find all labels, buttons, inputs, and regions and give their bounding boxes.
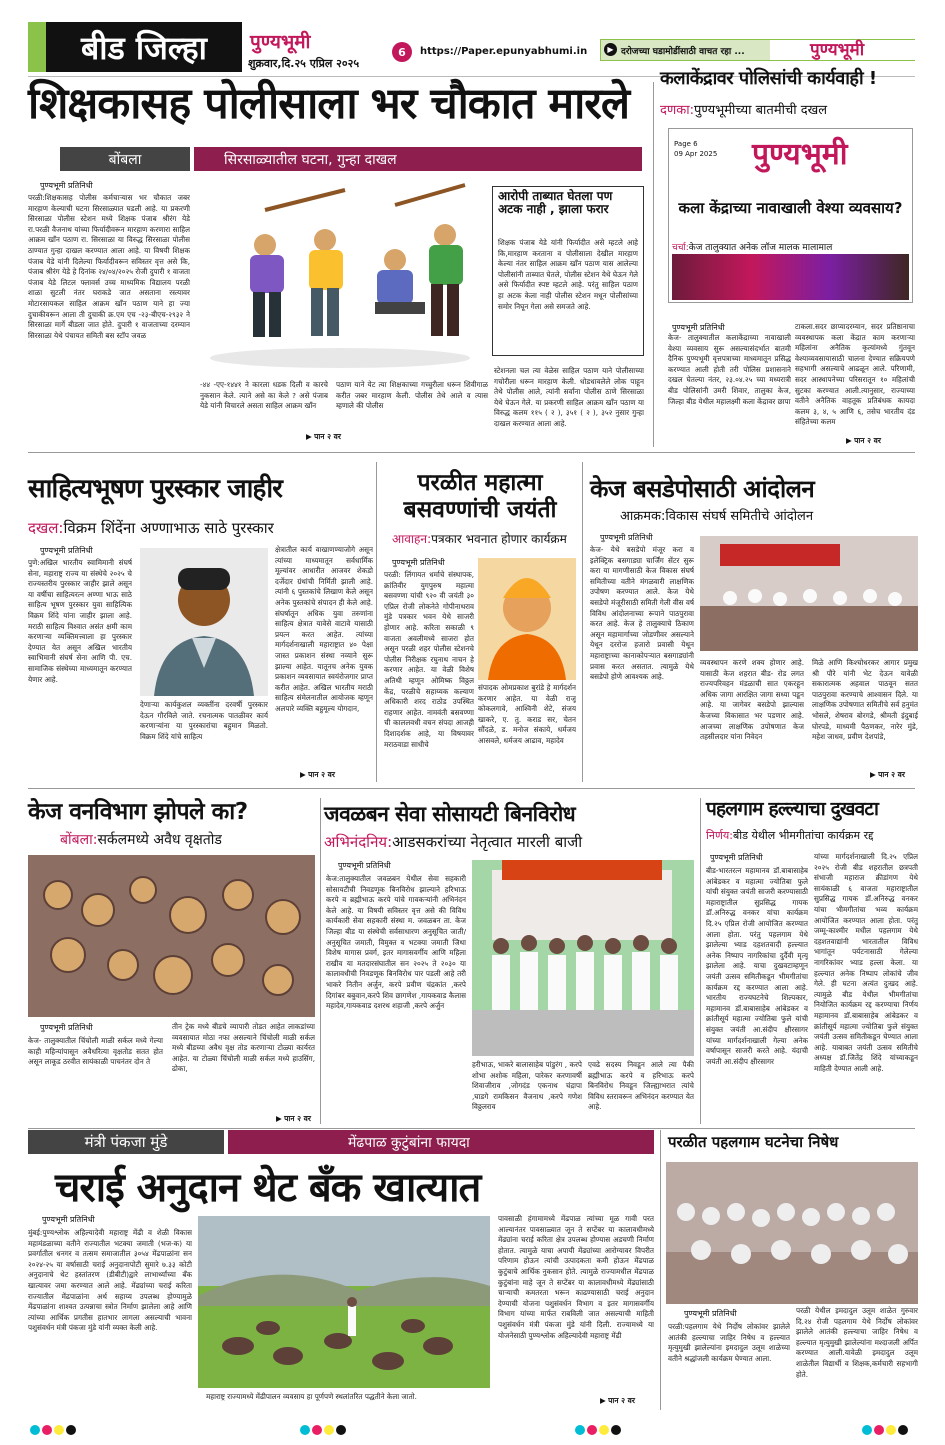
s10-headline: परळीत पहलगाम घटनेचा निषेध [668, 1133, 839, 1151]
s1-col3: स्टेशनला चल त्या वेळेस साहिल पठाण याने पोलीसाच्या गचोरीला धरून मारहाण केली. धोडधावलेले लोक पाहून तेथे पोलीस आले, त्यांनी सर्वांना पोलीस ठाणे सिरसाळा येथे घेऊन गेले. या प्रकरणी साहिल आक्रम खाँन पठाण या विरुद्ध कलम ११५ ( २ ), ३५१ ( २ ), ३५२ नुसार गुन्हा दाखल करण्यात आला आहे. [494, 366, 644, 428]
s3-subhead: दखल:विक्रम शिंदेंना अण्णाभाऊ साठे पुरस्कार [28, 519, 274, 537]
s10-col2: परळी येथील इमदादुल उलूम शाळेत गुरुवार दि.२४ रोजी पहलगाम येथे निर्दोष लोकांवर झालेले आतंकी हल्ल्याचा जाहिर निषेध व हल्ल्यात मृत्युमुखी झालेल्यांना मश्दाजली अर्पित करण्यात आली.यावेळी इमदादुल उलूम शाळेतील विद्यार्थी व शिक्षक,कर्मचारी सहभागी होते. [796, 1306, 918, 1379]
s10-col1: परळी:पहलगाम येथे निर्दोष लोकांवर झालेले आतंकी हल्ल्याचा जाहिर निषेध व हल्ल्यात मृत्युमुखी झालेल्यांना इमदादुल उलूम शाळेच्या वतीने श्रद्धांजली कार्यक्रम घेण्यात आला. [668, 1322, 790, 1363]
s7-group-photo [472, 860, 694, 1056]
arrow-icon: ▶ [870, 770, 876, 779]
s8-col1: बीड-भारतरत्न महामानव डॉ.बाबासाहेब आंबेडकर व महात्मा ज्योतिबा फुले यांची संयुक्त जयंती साजरी करण्यासाठी महाराष्ट्रातील सुप्रसिद्ध गायक डॉ.अनिरुद्ध वनकर यांचा कार्यक्रम दि.२५ एप्रिल रोजी आयोजित करण्यात आला होता. परंतु पहलगाम येथे झालेल्या भ्याड दहशतवादी हल्ल्यात अनेक निष्पाप नागरिकांचा दुर्दैवी मृत्यू झालेला आहे. याचा दुखवटाम्हणून जयंती उत्सव समितीकडून भीमगीतांचा कार्यक्रम रद्द करण्यात आला आहे. भारतीय राज्यघटनेचे शिल्पकार, महामानव डॉ.बाबासाहेब आंबेडकर व क्रांतीसूर्य महात्मा ज्योतिबा फुले यांची संयुक्त जयंती आ.संदीप क्षीरसागर यांच्या मार्गदर्शनाखाली गेल्या अनेक वर्षापासून साजरी करते आहे. यंदाची जयंती आ.संदीप क्षीरसागर [706, 866, 808, 1066]
s3-col1: पुणे:अखिल भारतीय स्वामिमानी संघर्ष सेना, महाराष्ट्र राज्य या संस्थेचे २०२५ चे राज्यस्तरीय पुरस्कार जाहीर झाले असून या वर्षीचा साहित्यरत्न अण्णा भाऊ साठे साहित्य भूषण पुरस्कार युवा साहित्यिक विक्रम शिंदे यांना जाहीर झाला आहे. मराठी साहित्य विश्वात असंत क्षमी काम करणाऱ्या व्यक्तिमत्त्वाला हा पुरस्कार देण्यात येत असून अखिल भारतीय स्वाभिमानी संघर्ष सेना आणि पी. एच. सामाजिक संस्थेच्या माध्यमातून करण्यात येणार आहे. [28, 558, 132, 684]
s1-byline: पुण्यभूमी प्रतिनिधी [40, 181, 93, 190]
s2-clip-brand: पुण्यभूमी [752, 137, 848, 172]
s2-col2: टाकला.सदर छाप्यादरम्यान, सदर प्रतिष्ठानाचा व्यवस्थापक कला केंद्रात काम करणाऱ्या महिलांना अनैतिक कृत्यांमध्ये गुंतवून वेश्याव्यवसायासाठी चालना देण्यात सक्रियपणे सहभागी असल्याचे आढळून आले. परिणामी, सदर आस्थापनेच्या परिसरातून १० महिलांची सुटका करण्यात आली.त्यानुसार, राज्याच्या वतीने अनैतिक वाहतूक प्रतिबंधक कायदा कलम ३, ४, ५ आणि ६, तसेच भारतीय दंड संहितेच्या कलम [795, 322, 915, 427]
s2-clip-headline: कला केंद्राच्या नावाखाली वेश्या व्यवसाय? [678, 199, 903, 217]
s1-col1: परळी:शिक्षकासह पोलीस कर्मचाऱ्यास भर चौकात जबर मारहाण केल्याची घटना सिरसाळ्यात घडली आहे. या प्रकरणी सिरसाळा पोलीस स्टेशन मध्ये शिक्षक पंजाब श्रीरंग येडे रा.परळी वैजनाथ यांच्या फिर्यादीवरून मारहाण करणारा साहिल आक्रम खाँन पठाण रा. सिरसाळा या विरुद्ध सिरसाळा पोलीस ठाण्यात गुन्हा दाखल करण्यात आला आहे. या विषयी शिक्षक पंजाब येडे यांनी दिलेल्या फिर्यादीवरून सविस्तर वृत्त असे कि, पंजाब श्रीरंग येडे हे दिनांक २४/०४/२०२५ रोजी दुपारी १ वाजता पंजाब येडे लिटल फ्लावर्स उच्च माध्यमिक विद्यालय परळी शाळा सुटली नंतर घराकडे जात असताना रस्त्यावर मोटारसायकल साहिल आक्रम खाँन पठाण याने हा ज्या दुचाकीवरून आला ती दुचाकी क्र.एम एच -२३-बीएच-२९३२ ने सिरसाळा मार्गे बीडला जात होते. दुपारी १ वाजताच्या दरम्यान सिरसाळा येथे पंचायत समिती बस स्टॉप जवळ [28, 193, 190, 340]
s9-kicker-left: मंत्री पंकजा मुंडे [28, 1130, 224, 1154]
s9-sheep-photo [198, 1216, 490, 1388]
s5-protest-photo [700, 536, 918, 651]
s1-continued: ▶ पान २ वर [306, 432, 341, 441]
s5-subhead: आक्रमक:विकास संघर्ष समितीचे आंदोलन [620, 509, 814, 524]
s4-col1: परळी: लिंगायत धर्माचे संस्थापक, क्रांतिवीर युगपुरुष महात्मा बसवण्णा यांची ९२० वी जयंती ३० एप्रिल रोजी लोकनेते गोपीनाथराव मुंडे पत्रकार भवन येथे साजरी होणार आहे. करिता सकाळी ९ वाजता अवलीमध्ये साजरा होत असून परळी शहर पोलीस स्टेशनचे पोलीस निरीक्षक रघुनाथ नाचन हे करणार आहेत. या वेळी विशेष अतिथी म्हणून ओमिष्क विठ्ठल केंद्र, परळीचे सहाय्यक कल्याण अधिकारी शरद राठोड उपस्थित राहणार आहेत. नामवंती बसवण्णा ची काललवधी वचन संपदा आजही दिशादर्शक आहे, या विषयावर मराठवाडा साधीचे [384, 570, 474, 749]
s6-logs-photo [28, 855, 315, 1017]
s1-subhead: सिरसाळ्यातील घटना, गुन्हा दाखल [194, 147, 642, 171]
registration-marks-mid-left [300, 1420, 348, 1439]
s9-continued: ▶ पान २ वर [600, 1396, 635, 1405]
s7-col2: हरीभाऊ, भाकरे बालासाहेब पांडुरंग , करपे शोभा अशोक महिला, पारेकर करणावर्षी शिवाजीराव ,जोगदंड एकनाथ चंद्रापा ,घाडगे रामकिसन वैजनाथ ,करपे गणेश विठ्ठलराव [472, 1060, 582, 1112]
s5-col3: मिळे आणि किश्चोधरकर आगार प्रमुख श्री पौरे यांनी भेट देऊन यावेळी सकारात्मक अहवाल पाठवून सतत पाठपुरावा करण्याचे आश्वासन दिले. या लाक्षणिक उपोषणात समितीचे सर्व हनुमंत भोसले, शेषराव बोरगडे, श्रीमती इंदुबाई घोरपडे, माध्यमी पैठणकर, नारेर मुंडे, महेश जाधव, प्रवीण देशपांडे, [812, 658, 918, 742]
s1-caption1: -४४ -एए-१४४१ ने कारला धडक दिली व कारचे नुकसान केले. त्याने असे का केले ? असे पंजाब येडे यांनी विचारले असता साहिल आक्रम खाँन [200, 380, 328, 411]
s4-col2: संपादक ओमप्रकाश बुरांडे हे मार्गदर्शन करणार आहेत. या वेळी राजू कोकलगावे, आश्विनी शेटे, संजय खाकरे, ए. तु. कराड सर, चेतन सौंदळे, ड. मनोज संकाये, धर्मजय आसवले, धर्मजय आढाव, महादेव [478, 683, 576, 745]
s4-headline: परळीत महात्मा बसवण्णांची जयंती [403, 470, 557, 523]
s2-clip-sub: चर्चा:केज तालुक्यात अनेक लॉज मालक मालामाल [672, 243, 833, 253]
s6-col1: केज- तालुक्यातील चिंचोली माळी सर्कल मध्ये गेल्या काही महिन्यांपासून अवैधरित्या वृक्षतोड सतत होत असून लाकूड ठरवीत सायंकाळी पाचनंतर दोन ते [28, 1036, 163, 1067]
s1-place: बोंबला [60, 147, 190, 171]
s9-kicker-right: मेंढपाळ कुटुंबांना फायदा [228, 1130, 654, 1154]
s2-continued: ▶ पान २ वर [846, 436, 881, 445]
arrow-icon: ▶ [846, 436, 852, 445]
arrow-icon: ▶ [276, 1114, 282, 1123]
s9-col1: मुंबई:पुण्यश्लोक अहिल्यादेवी महाराष्ट्र मेंढी व शेळी विकास महामंडळाच्या वतीने राज्यातील भटक्या जमाती (भज-क) या प्रवर्गातील धनगर व तत्सम समाजातील ३०५४ मेंढपाळांना सन २०२४-२५ या वर्षासाठी चराई अनुदानापोटी सुमारे ७.३३ कोटी अनुदानाचे थेट हस्तांतरण (डीबीटी)द्वारे लाभार्थ्यांच्या बँक खात्यावर जमा करण्यात आले आहे. मेंढ्यांच्या चराई करिता राज्यातील मेंढपाळांना अर्थ सहाय्य उपलब्ध होण्यामुळे मेंढपाळांना शाश्वत उत्पन्नाचा स्त्रोत निर्माण झालेला आहे आणि त्यांच्या आर्थिक प्रगतीस हातभार लागला असल्याची भावना पशुसंवर्धन मंत्री पंकजा मुंडे यांनी व्यक्त केली आहे. [28, 1228, 192, 1333]
brand-logo: पुण्यभूमी [250, 31, 311, 53]
s5-headline: केज बसडेपोसाठी आंदोलन [590, 475, 815, 503]
s8-headline: पहलगाम हल्ल्याचा दुखवटा [706, 798, 879, 820]
s2-headline: कलाकेंद्रावर पोलिसांची कार्यवाही ! [660, 68, 877, 89]
s1-box-body: शिक्षक पंजाब येडे यांनी फिर्यादीत असे म्हटले आहे कि,मारहाण करताना व पोलीसाला देखील मारहाण केल्या नंतर साहिल आक्रम खाँन पठाण यास आलेल्या पोलीसांनी ताब्यात घेतले, पोलीस स्टेशन येथे घेऊन गेले असे फिर्यादीत स्पष्ट म्हटले आहे. परंतु साहिल पठाण हा अटक केला नाही पोलीस स्टेशन मधून पोलीसांच्या समोर निघून गेला असे समजते आहे. [498, 238, 638, 311]
s3-headline: साहित्यभूषण पुरस्कार जाहीर [28, 474, 283, 504]
s7-headline: जवळबन सेवा सोसायटी बिनविरोध [324, 802, 576, 826]
s6-col2: तीन ट्रेक मध्ये बीडचे व्यापारी तोडत आहेत लाकडांच्या व्यवसायात मोठा नफा असल्याने चिंचोली माळी सर्कल मध्ये बीडच्या अवैध वृक्ष तोड करणाऱ्या टोळ्या कार्यरत आहेत. या टोळ्या चिंचोली माळी सर्कल मध्ये हाउसिंग, ढोका, [172, 1022, 315, 1074]
s6-byline: पुण्यभूमी प्रतिनिधी [40, 1023, 93, 1032]
s3-byline: पुण्यभूमी प्रतिनिधी [40, 546, 93, 555]
s3-caption: देणाऱ्या कार्यकुशल व्यक्तींना दरवर्षी पुरस्कार देऊन गौरविले जाते. रचनात्मक पातळीवर कार्य करणाऱ्यांना या पुरस्कारांचा बहुमान मिळतो. विक्रम शिंदे यांचे साहित्य [140, 700, 268, 741]
s8-subhead: निर्णय:बीड येथील भीमगीतांचा कार्यक्रम रद्द [706, 829, 874, 842]
s5-byline: पुण्यभूमी प्रतिनिधी [600, 533, 653, 542]
arrow-icon: ▶ [306, 432, 312, 441]
registration-marks-mid-right [575, 1420, 623, 1439]
s1-caption2: पठाण याने येट त्या शिक्षकाच्या गच्चुरीला धरून शिवीगाळ करीत जबर मारहाण केली. पोलीस तेथे आले व त्यास म्हणाले की पोलीस [336, 380, 488, 411]
s2-col1: केज- तालुक्यातील कलाकेंद्राच्या नावाखाली वेश्या व्यवसाय सुरू असल्यासंदर्भात बातमी दैनिक पुण्यभूमी वृत्तपत्राच्या माध्यमातून प्रसिद्ध करण्यात आली होती तरी पोलिस प्रशासनाने दखल घेतल्या नंतर, २३.०४.२५ च्या मध्यरात्री बीड पोलिसांनी उमरी शिवार, तालुका केज, जिल्हा बीड येथील महालक्ष्मी कला केंद्रावर छापा [668, 333, 791, 406]
s6-subhead: बोंबला:सर्कलमध्ये अवैध वृक्षतोड [60, 832, 222, 848]
s6-headline: केज वनविभाग झोपले का? [28, 799, 248, 825]
play-icon: ▶ [604, 43, 617, 56]
s2-clip-page: Page 6 [674, 140, 698, 148]
s9-headline: चराई अनुदान थेट बँक खात्यात [55, 1165, 481, 1211]
s8-col2: यांच्या मार्गदर्शनाखाली दि.२५ एप्रिल २०२५ रोजी बीड शहरातील छत्रपती संभाजी महाराज क्रीडांगण येथे सायंकाळी ६ वाजता महाराष्ट्रातील सुप्रसिद्ध गायक डॉ.अनिरुद्ध वनकर यांचा भीमगीतांचा भव्य कार्यक्रम आयोजित करण्यात आला होता. परंतु जम्मू-काश्मीर मधील पहलगाम येथे दहशतवाद्यांनी भारतातील विविध भागांतून पर्यटनासाठी गेलेल्या नागरिकांवर भ्याड हल्ला केला. या हल्ल्यात अनेक निष्पाप लोकांचे जीव गेले. ही घटना अत्यंत दुःखद आहे. त्यामुळे बीड येथील भीमगीतांचा नियोजित कार्यक्रम रद्द करण्याचा निर्णय महामानव डॉ.बाबासाहेब आंबेडकर व क्रांतीसूर्य महात्मा ज्योतिबा फुले संयुक्त जयंती उत्सव समितीकडून घेण्यात आला आहे. याबाबत जयंती उत्सव समितीचे अध्यक्ष डॉ.जितेंद्र शिंदे यांच्याकडून माहिती देण्यात आली आहे. [814, 852, 918, 1073]
s10-students-photo [666, 1162, 918, 1304]
s7-col1: केज:तालुक्यातील जवळबन येथील सेवा सहकारी सोसायटीची निवडणूक बिनविरोध झाल्याने हरिभाऊ करपे व ब्रह्मीभाऊ करपे यांचे गावकऱ्यांनी अभिनंदन केले आहे. या विषयी सविस्तर वृत्त असे की विविध कार्यकारी सेवा सहकारी संस्था म. जवळबन ता. केज जिल्हा बीड या संस्थेची सर्वसाधारण अनुसूचित जाती/अनुसूचित जमाती, विमुक्त व भटक्या जमाती जिथा विशेष मागास प्रवर्ग, इतर मागासवर्गीय आणि महिला राखीव या मतदारसंघातील सन २०२५ ते २०३० या कालावधीची निवडणूक बिनविरोध पार पडली आहे तरी भाकरे नितीन अर्जुन, करपे प्रवीण चंद्रकांत ,करपे दिगांबर बबुवान,करपे शिव छागणेश ,गायकवाड कैलास महादेव,गायकवाड दशरथ शहाजी ,करपे अर्जुन [326, 874, 466, 1011]
s9-byline: पुण्यभूमी प्रतिनिधी [42, 1215, 95, 1224]
s1-box-title: आरोपी ताब्यात घेतला पण अटक नाही , झाला फरार [498, 189, 613, 216]
s3-col2: क्षेत्रातील कार्य वाखाणण्याजोगे असून त्यांच्या माध्यमातून सर्वधार्मिक मूल्यांवर आधारीत आजवर शेकडो दर्जेदार ग्रंथांची निर्मिती झाली आहे. त्यांनी ६ पुस्तकांचे लिखाण केले असून अनेक पुस्तकांचे संपादन ही केले आहे. संघर्षातून अधिक युवा तरुणांना साहित्य क्षेत्रात यावेसे वाटावे यासाठी प्रयत्न करत आहेत. त्यांच्या मार्गदर्शनाखाली महाराष्ट्रात ४० पेक्षा जास्त प्रकाशन संस्था नव्याने सुरू झाल्या आहेत. यातूनच अनेक युवक प्रकाशन व्यवसायात स्वयंरोजगार प्राप्त करीत आहेत. अखिल भारतीय मराठी साहित्य संमेलनातील आयोजक म्हणून अलपारे व्यक्ति बहुमूल्य योगदान, [275, 545, 373, 713]
s2-clip-date: 09 Apr 2025 [674, 150, 718, 158]
s3-continued: ▶ पान २ वर [300, 770, 335, 779]
registration-marks-left [30, 1420, 78, 1439]
s1-headline: शिक्षकासह पोलीसाला भर चौकात मारले [28, 79, 630, 129]
s4-byline: पुण्यभूमी प्रतिनिधी [392, 558, 445, 567]
s2-byline: पुण्यभूमी प्रतिनिधी [672, 323, 725, 332]
s7-col3: एवढे सदस्य निवडून आले त्या पैकी ब्रह्मीभाऊ करपे व हरिभाऊ करपे बिनविरोध निवडून जिल्ह्याभरात त्यांचे विविध स्तरावरून अभिनंदन करण्यात येत आहे. [588, 1060, 694, 1112]
s5-continued: ▶ पान २ वर [870, 770, 905, 779]
s5-col2: व्यवस्थापन करणे शक्य होणार आहे. यासाठी केज शहरात बीड- रोड लगत राज्यपरिवहन मंडळाची सात एकरहून अधिक जागा आरक्षित जागा सध्या पडून आहे. या जागेवर बसडेपो झाल्यास केजच्या विकासात भर पडणार आहे. आजच्या लाक्षणिक उपोषणात केज तहसीलदार यांना निवेदन [700, 658, 804, 742]
s9-col2: पावसाळी हंगामामध्ये मेंढपाळ त्यांच्या मूळ गावी परत आल्यानंतर पावसाळ्यात जून ते सप्टेंबर या कालावधीमध्ये मेंढ्यांना चराई करिता क्षेत्र उपलब्ध होण्यास अडचणी निर्माण होतात. त्यामुळे याचा अपायी मेंढ्यांच्या आरोग्यावर विपरीत परिणाम होऊन त्यांची उत्पादकता कमी होऊन मेंढपाळ कुटुंबाचे आर्थिक नुकसान होते. त्यामुळे राज्यामधील मेंढपाळ कुटुंबांना माहे जून ते सप्टेंबर या कालावधीमध्ये मेंढ्यांसाठी चाऱ्याची कमतरता भरून काढण्यासाठी चराई अनुदान देण्याची योजना पशुसंवर्धन विभाग व इतर मागासवर्गीय विभाग यांच्या मार्फत राबविली जात असल्याची माहिती पशुसंवर्धन मंत्री पंकजा मुंडे यांनी दिली. राज्यामध्ये या योजनेसाठी पुण्यश्लोक अहिल्यादेवी महाराष्ट्र मेंढी [498, 1214, 654, 1340]
brand-logo-right: पुण्यभूमी [810, 40, 865, 60]
site-url[interactable]: https://Paper.epunyabhumi.in [420, 46, 588, 57]
s7-subhead: अभिनंदनिय:आडसकरांच्या नेतृत्वात मारली बाजी [324, 833, 583, 851]
arrow-icon: ▶ [600, 1396, 606, 1405]
s10-byline: पुण्यभूमी प्रतिनिधी [684, 1309, 737, 1318]
registration-marks-right [862, 1420, 910, 1439]
s6-continued: ▶ पान २ वर [276, 1114, 311, 1123]
arrow-icon: ▶ [300, 770, 306, 779]
issue-date: शुक्रवार,दि.२५ एप्रिल २०२५ [248, 57, 360, 70]
s4-basavanna-image [478, 558, 576, 680]
s3-portrait [140, 548, 268, 696]
s2-clip-photo [672, 254, 909, 300]
s2-subhead: दणका:पुण्यभूमीच्या बातमीची दखल [660, 103, 828, 118]
s1-illustration [195, 180, 485, 375]
section-title: बीड जिल्हा [28, 22, 242, 72]
s8-byline: पुण्यभूमी प्रतिनिधी [710, 853, 763, 862]
page-number: 6 [392, 42, 412, 62]
s4-subhead: आवाहन:पत्रकार भवनात होणार कार्यक्रम [392, 532, 567, 546]
ticker-text: दरोजच्या घडामोडींसाठी वाचत रहा ... [621, 47, 745, 57]
s9-caption: महाराष्ट्र राज्यामध्ये मेंढीपालन व्यवसाय हा पूर्णपणे स्थलांतरित पद्धतीने केला जातो. [206, 1392, 417, 1401]
s5-col1: केज- येथे बसडेपो मंजूर करा व इलेक्ट्रिक बसगाड्या चार्जिंग सेंटर सुरू करा या मागणीसाठी केज विकास संघर्ष समितीच्या वतीने मंगळवारी लाक्षणिक उपोषण करण्यात आले. केज येथे बसडेपो मंजूरीसाठी समिती गेली वीस वर्ष विविध आंदोलनाच्या रूपाने पाठपुरावा करत आहे. केज हे तालुक्याचे ठिकाण असून महामार्गाच्या जोडणीवर असल्याने येथून दररोज हजारो प्रवासी येथून महाराष्ट्राच्या कानाकोपऱ्यात बसगाड्यांनी प्रवास करत असतात. त्यामुळे येथे बसडेपो होणे आवश्यक आहे. [590, 545, 694, 682]
s7-byline: पुण्यभूमी प्रतिनिधी [338, 861, 391, 870]
